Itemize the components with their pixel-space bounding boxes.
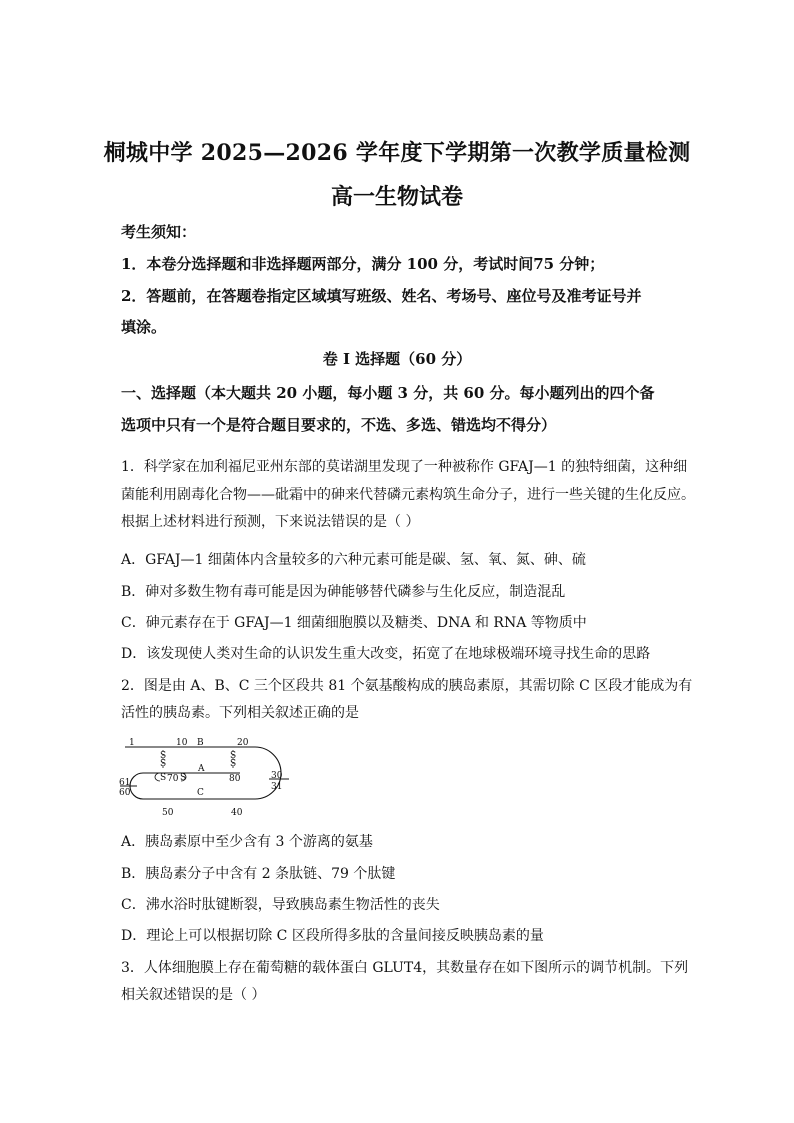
diagram-label-s: S — [180, 773, 187, 783]
question-2-option-a: A．胰岛素原中至少含有 3 个游离的氨基 — [121, 834, 373, 850]
section-title: 卷 I 选择题（60 分） — [322, 350, 472, 368]
diagram-label: 10 — [176, 738, 188, 748]
proinsulin-diagram — [115, 733, 295, 823]
exam-subtitle: 高一生物试卷 — [330, 184, 463, 210]
diagram-label: 60 — [119, 788, 131, 798]
diagram-label-a: A — [198, 764, 205, 774]
diagram-label-s: S — [230, 751, 237, 761]
diagram-label-s: S — [230, 759, 237, 769]
diagram-label: 61 — [119, 778, 131, 788]
question-1-stem: 根据上述材料进行预测，下来说法错误的是（ ） — [121, 514, 420, 530]
question-3-stem: 相关叙述错误的是（ ） — [121, 987, 266, 1003]
question-1-option-d: D．该发现使人类对生命的认识发生重大改变，拓宽了在地球极端环境寻找生命的思路 — [121, 646, 651, 662]
diagram-label-s: S — [160, 759, 167, 769]
diagram-label-s: S — [160, 751, 167, 761]
question-1-stem: 菌能利用剧毒化合物——砒霜中的砷来代替磷元素构筑生命分子，进行一些关键的生化反应。 — [121, 487, 695, 503]
question-1-option-c: C．砷元素存在于 GFAJ—1 细菌细胞膜以及糖类、DNA 和 RNA 等物质中 — [121, 615, 587, 631]
diagram-label: 50 — [162, 808, 174, 818]
question-1-stem: 1．科学家在加利福尼亚州东部的莫诺湖里发现了一种被称作 GFAJ—1 的独特细菌，这种细 — [121, 459, 688, 475]
diagram-label: 1 — [129, 738, 135, 748]
diagram-label-b: B — [197, 738, 204, 748]
diagram-label: 70 — [167, 774, 179, 784]
notice-item-2-cont: 填涂。 — [121, 318, 167, 336]
section-intro: 一、选择题（本大题共 20 小题，每小题 3 分，共 60 分。每小题列出的四个备 — [121, 384, 655, 402]
section-intro-cont: 选项中只有一个是符合题目要求的，不选、多选、错选均不得分） — [121, 416, 557, 434]
notice-item-2: 2．答题前，在答题卷指定区域填写班级、姓名、考场号、座位号及准考证号并 — [121, 287, 642, 305]
diagram-label: 80 — [229, 774, 241, 784]
diagram-label: 31 — [271, 782, 283, 792]
question-2-option-c: C．沸水浴时肽键断裂，导致胰岛素生物活性的丧失 — [121, 897, 440, 913]
question-2-option-b: B．胰岛素分子中含有 2 条肽链、79 个肽键 — [121, 866, 396, 882]
question-3-stem: 3．人体细胞膜上存在葡萄糖的载体蛋白 GLUT4，其数量存在如下图所示的调节机制。下列 — [121, 960, 689, 976]
question-2-option-d: D．理论上可以根据切除 C 区段所得多肽的含量间接反映胰岛素的量 — [121, 928, 544, 944]
diagram-label: 40 — [231, 808, 243, 818]
question-2-stem: 活性的胰岛素。下列相关叙述正确的是 — [121, 705, 359, 721]
question-1-option-a: A．GFAJ—1 细菌体内含量较多的六种元素可能是碳、氢、氧、氮、砷、硫 — [121, 552, 586, 568]
diagram-label: 20 — [237, 738, 249, 748]
notice-item-1: 1．本卷分选择题和非选择题两部分，满分 100 分，考试时间75 分钟； — [121, 255, 605, 273]
exam-title: 桐城中学 2025—2026 学年度下学期第一次教学质量检测 — [103, 140, 691, 166]
diagram-label: 30 — [271, 771, 283, 781]
diagram-label-s: S — [160, 773, 167, 783]
question-2-stem: 2．图是由 A、B、C 三个区段共 81 个氨基酸构成的胰岛素原，其需切除 C 区段才能成为有 — [121, 678, 693, 694]
question-1-option-b: B．砷对多数生物有毒可能是因为砷能够替代磷参与生化反应，制造混乱 — [121, 584, 566, 600]
diagram-label-c: C — [197, 788, 204, 798]
notice-heading: 考生须知： — [121, 223, 197, 241]
